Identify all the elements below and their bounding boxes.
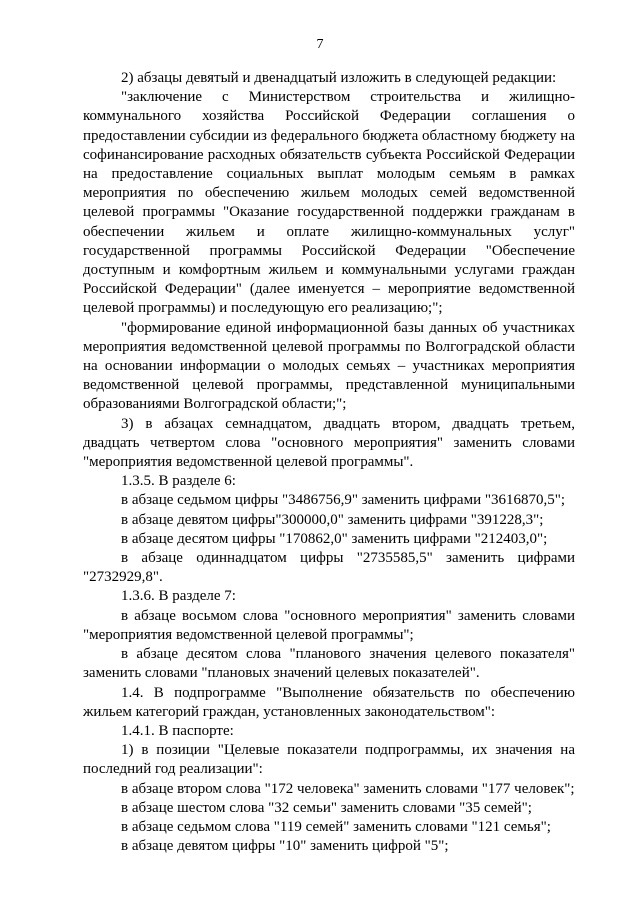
document-body (83, 69, 575, 856)
paragraph: 3) в абзацах семнадцатом, двадцать втором, двадцать третьем, двадцать четвертом слова "основного мероприятия" заменить словами "мероприятия ведомственной целевой программы". (83, 415, 575, 471)
paragraph: в абзаце одиннадцатом цифры "2735585,5" заменить цифрами "2732929,8". (83, 550, 575, 586)
paragraph: "заключение с Министерством строительства и жилищно-коммунального хозяйства Российской Федерации соглашения о предоставлении субсидии из федерального бюджета областному бюджету на софинансирование расходных обязательств субъекта Российской Федерации на предоставление социальных выплат молодым семьям в рамках мероприятия по обеспечению жильем молодых семей ведомственной целевой программы "Оказание государственной поддержки гражданам в обеспечении жильем и оплате жилищно-коммунальных услуг" государственной программы Российской Федерации "Обеспечение доступным и комфортным жильем и коммунальными услугами граждан Российской Федерации" (далее именуется – мероприятие ведомственной целевой программы) и последующую его реализацию;"; (83, 89, 575, 317)
page-number: 7 (316, 37, 324, 52)
paragraph: в абзаце шестом слова "32 семьи" заменить словами "35 семей"; (121, 799, 532, 816)
paragraph: "формирование единой информационной базы данных об участниках мероприятия ведомственной целевой программы по Волгоградской области на основании информации о молодых семьях – участниках мероприятия ведомственной целевой программы, представленной муниципальными образованиями Волгоградской области;"; (83, 319, 575, 413)
paragraph: 1.4.1. В паспорте: (121, 722, 234, 739)
paragraph: в абзаце втором слова "172 человека" заменить словами "177 человек"; (121, 780, 575, 797)
paragraph: в абзаце седьмом цифры "3486756,9" заменить цифрами "3616870,5"; (121, 492, 566, 509)
paragraph: в абзаце восьмом слова "основного мероприятия" заменить словами "мероприятия ведомственной целевой программы"; (83, 607, 575, 643)
paragraph: в абзаце десятом слова "планового значения целевого показателя" заменить словами "плановых значений целевых показателей". (83, 646, 575, 682)
paragraph: в абзаце девятом цифры "10" заменить цифрой "5"; (121, 838, 449, 855)
paragraph: 1.3.5. В разделе 6: (121, 473, 236, 490)
paragraph: 1.4. В подпрограмме "Выполнение обязательств по обеспечению жильем категорий граждан, установленных законодательством": (83, 684, 575, 720)
paragraph: в абзаце седьмом слова "119 семей" заменить словами "121 семья"; (121, 818, 551, 835)
paragraph: 1) в позиции "Целевые показатели подпрограммы, их значения на последний год реализации": (83, 742, 575, 778)
paragraph: 1.3.6. В разделе 7: (121, 588, 236, 605)
paragraph: 2) абзацы девятый и двенадцатый изложить в следующей редакции: (121, 70, 557, 86)
paragraph: в абзаце девятом цифры"300000,0" заменить цифрами "391228,3"; (121, 511, 544, 528)
paragraph: в абзаце десятом цифры "170862,0" заменить цифрами "212403,0"; (121, 530, 548, 547)
